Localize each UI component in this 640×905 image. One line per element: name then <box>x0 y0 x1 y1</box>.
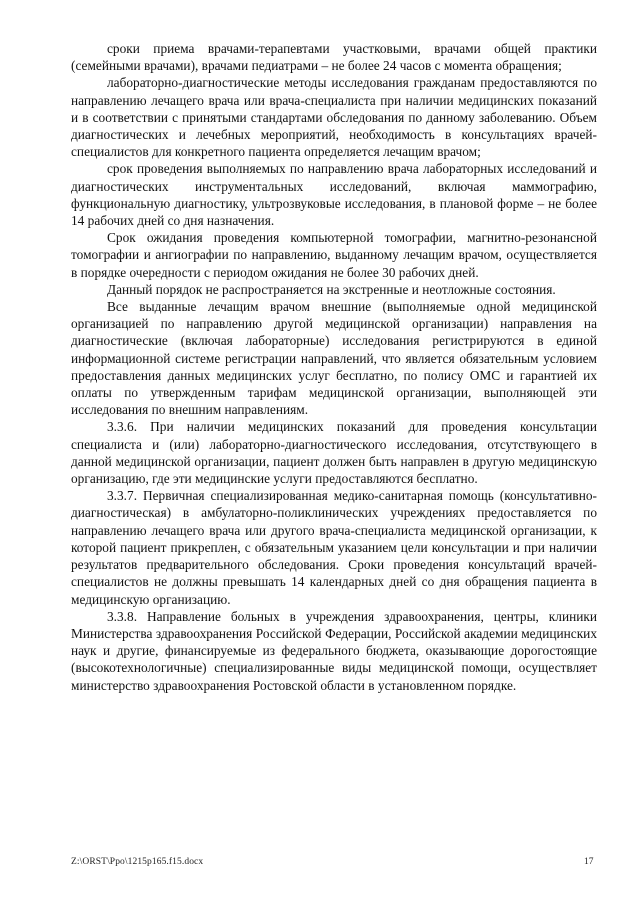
paragraph-external-referrals: Все выданные лечащим врачом внешние (выполняемые одной медицинской организацией по направлению другой медицинской организации) направления на диагностические (включая лабораторные) исследования регистрируются в единой информационной системе регистрации направлений, что является обязательным условием предоставления данных медицинских услуг бесплатно, по полису ОМС и гарантией их оплаты по утвержденным тарифам медицинской организации, выполняющей эти исследования по внешним направлениям. <box>71 299 597 418</box>
footer-file-path: Z:\ORST\Ppo\1215p165.f15.docx <box>71 857 204 867</box>
paragraph-3-3-7: 3.3.7. Первичная специализированная медико-санитарная помощь (консультативно-диагностическая) в амбулаторно-поликлинических учреждениях предоставляется по направлению лечащего врача или другого врача-специалиста медицинской организации, к которой пациент прикреплен, с обязательным указанием цели консультации и при наличии результатов предварительного обследования. Сроки проведения консультаций врачей-специалистов не должны превышать 14 календарных дней со дня обращения пациента в медицинскую организацию. <box>71 488 597 607</box>
paragraph-lab-diagnostics: лабораторно-диагностические методы исследования гражданам предоставляются по направлению лечащего врача или врача-специалиста при наличии медицинских показаний и в соответствии с принятыми стандартами обследования по данному заболеванию. Объем диагностических и лечебных мероприятий, необходимость в консультациях врачей-специалистов для конкретного пациента определяется лечащим врачом; <box>71 75 597 160</box>
paragraph-3-3-8: 3.3.8. Направление больных в учреждения здравоохранения, центры, клиники Министерства здравоохранения Российской Федерации, Российской академии медицинских наук и другие, финансируемые из федерального бюджета, оказывающие дорогостоящие (высокотехнологичные) специализированные виды медицинской помощи, осуществляет министерство здравоохранения Ростовской области в установленном порядке. <box>71 608 597 693</box>
page-number: 17 <box>584 857 594 867</box>
document-body <box>71 40 597 694</box>
paragraph-lab-terms: срок проведения выполняемых по направлению врача лабораторных исследований и диагностических инструментальных исследований, включая маммографию, функциональную диагностику, ультрозвуковые исследования, в плановой форме – не более 14 рабочих дней со дня назначения. <box>71 161 597 229</box>
paragraph-tomography-terms: Срок ожидания проведения компьютерной томографии, магнитно-резонансной томографии и ангиографии по направлению, выданному лечащим врачом, осуществляется в порядке очередности с периодом ожидания не более 30 рабочих дней. <box>71 230 597 280</box>
paragraph-3-3-6: 3.3.6. При наличии медицинских показаний для проведения консультации специалиста и (или) лабораторно-диагностического исследования, отсутствующего в данной медицинской организации, пациент должен быть направлен в другую медицинскую организацию, где эти медицинские услуги предоставляются бесплатно. <box>71 419 597 487</box>
paragraph-consultation-terms: сроки приема врачами-терапевтами участковыми, врачами общей практики (семейными врачами), врачами педиатрами – не более 24 часов с момента обращения; <box>71 41 597 74</box>
paragraph-emergency-note: Данный порядок не распространяется на экстренные и неотложные состояния. <box>107 281 556 297</box>
